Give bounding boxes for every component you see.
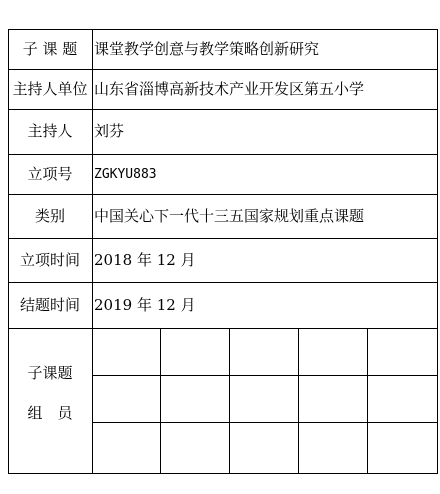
row-value-project-no: ZGKYU883 [94,166,157,182]
row-label-project-no: 立项号 [27,164,73,183]
member-cell [368,329,437,375]
row-label-host: 主持人 [27,122,73,140]
row-value-approval-date: 2018 年 12 月 [94,250,196,269]
row-label-subtopic: 子 课 题 [22,39,78,58]
members-label [8,328,92,474]
member-cell [299,423,367,473]
row-value-completion-date: 2019 年 12 月 [94,295,196,314]
member-cell [93,329,160,375]
member-cell [93,376,160,422]
member-cell [368,423,437,473]
row-value-host-unit: 山东省淄博高新技术产业开发区第五小学 [94,79,365,98]
member-cell [93,423,160,473]
member-cell [368,376,437,422]
members-label-line1: 子课题 [27,364,73,382]
project-info-table [8,8,438,474]
row-label-completion-date: 结题时间 [19,295,80,314]
row-value-subtopic: 课堂教学创意与教学策略创新研究 [94,39,320,58]
row-label-category: 类别 [34,206,65,225]
member-cell [230,376,298,422]
row-label-approval-date: 立项时间 [19,250,80,269]
member-cell [299,329,367,375]
row-value-category: 中国关心下一代十三五国家规划重点课题 [94,206,365,225]
member-cell [161,423,229,473]
members-label-line2: 组 员 [27,404,73,422]
member-cell [230,329,298,375]
member-cell [299,376,367,422]
member-cell [230,423,298,473]
row-label-host-unit: 主持人单位 [12,79,88,98]
member-cell [161,376,229,422]
member-cell [161,329,229,375]
row-value-host: 刘芬 [94,122,125,140]
